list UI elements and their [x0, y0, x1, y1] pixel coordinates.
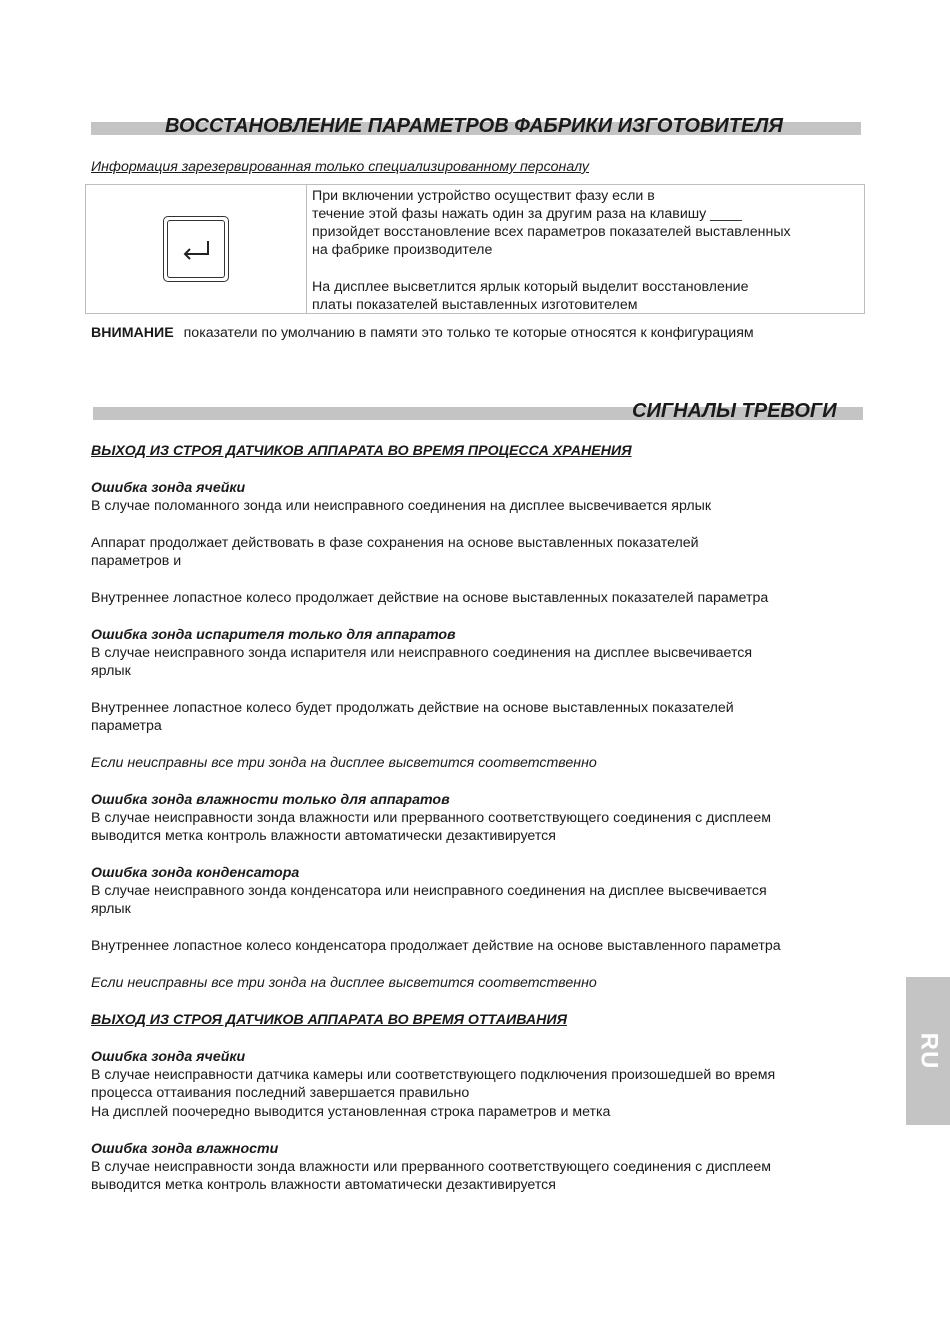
- section-title-factory-reset: ВОССТАНОВЛЕНИЕ ПАРАМЕТРОВ ФАБРИКИ ИЗГОТОВИТЕЛЯ: [165, 115, 783, 137]
- language-tab: [906, 977, 950, 1125]
- table-text-line: призойдет восстановление всех параметров показателей выставленных: [312, 224, 791, 240]
- table-text-line: На дисплее высветлится ярлык который выделит восстановление: [312, 279, 749, 295]
- warning-label: ВНИМАНИЕ: [91, 325, 174, 341]
- paragraph-line: параметра: [91, 718, 162, 734]
- paragraph-line: Внутреннее лопастное колесо конденсатора продолжает действие на основе выставленного параметра: [91, 938, 781, 954]
- paragraph-heading: Ошибка зонда испарителя только для аппаратов: [91, 627, 456, 643]
- paragraph-line: ярлык: [91, 663, 131, 679]
- paragraph-line: Внутреннее лопастное колесо будет продолжать действие на основе выставленных показателей: [91, 700, 734, 716]
- warning-text: показатели по умолчанию в памяти это только те которые относятся к конфигурациям: [183, 325, 754, 341]
- paragraph-line: выводится метка контроль влажности автоматически дезактивируется: [91, 828, 556, 844]
- table-text-line: на фабрике производителе: [312, 242, 493, 258]
- subsection-title: ВЫХОД ИЗ СТРОЯ ДАТЧИКОВ АППАРАТА ВО ВРЕМЯ ОТТАИВАНИЯ: [91, 1012, 567, 1028]
- paragraph-line: процесса оттаивания последний завершается правильно: [91, 1085, 470, 1101]
- paragraph-line: Внутреннее лопастное колесо продолжает действие на основе выставленных показателей параметра: [91, 590, 769, 606]
- paragraph-line: В случае неисправности зонда влажности или прерванного соответствующего соединения с дисплеем: [91, 810, 771, 826]
- warning-line: [91, 324, 754, 342]
- paragraph-line: В случае неисправности зонда влажности или прерванного соответствующего соединения с дисплеем: [91, 1159, 771, 1175]
- language-code: RU: [914, 1032, 942, 1070]
- table-text-line: платы показателей выставленных изготовителем: [312, 297, 638, 313]
- paragraph-line: Если неисправны все три зонда на дисплее высветится соответственно: [91, 975, 597, 991]
- paragraph-heading: Ошибка зонда ячейки: [91, 480, 246, 496]
- section-title-alarms: СИГНАЛЫ ТРЕВОГИ: [632, 400, 837, 422]
- subsection-title: ВЫХОД ИЗ СТРОЯ ДАТЧИКОВ АППАРАТА ВО ВРЕМЯ ПРОЦЕССА ХРАНЕНИЯ: [91, 443, 632, 459]
- table-text-line: течение этой фазы нажать один за другим раза на клавишу ____: [312, 206, 742, 222]
- paragraph-heading: Ошибка зонда влажности: [91, 1141, 279, 1157]
- info-note: Информация зарезервированная только специализированному персоналу: [91, 159, 590, 175]
- enter-key-icon: [163, 216, 229, 282]
- table-divider: [306, 185, 307, 313]
- paragraph-heading: Ошибка зонда конденсатора: [91, 865, 300, 881]
- paragraph-line: В случае неисправности датчика камеры или соответствующего подключения произошедшей во время: [91, 1067, 776, 1083]
- paragraph-line: Аппарат продолжает действовать в фазе сохранения на основе выставленных показателей: [91, 535, 699, 551]
- paragraph-line: параметров и: [91, 553, 182, 569]
- paragraph-line: В случае неисправного зонда испарителя или неисправного соединения на дисплее высвечивается: [91, 645, 753, 661]
- table-text-line: При включении устройство осуществит фазу если в: [312, 188, 655, 204]
- paragraph-heading: Ошибка зонда ячейки: [91, 1049, 246, 1065]
- info-table: [85, 184, 865, 314]
- paragraph-line: выводится метка контроль влажности автоматически дезактивируется: [91, 1177, 556, 1193]
- paragraph-line: В случае поломанного зонда или неисправного соединения на дисплее высвечивается ярлык: [91, 498, 712, 514]
- paragraph-line: ярлык: [91, 901, 131, 917]
- paragraph-line: В случае неисправного зонда конденсатора или неисправного соединения на дисплее высвечивается: [91, 883, 767, 899]
- paragraph-heading: Ошибка зонда влажности только для аппаратов: [91, 792, 450, 808]
- paragraph-line: Если неисправны все три зонда на дисплее высветится соответственно: [91, 755, 597, 771]
- paragraph-line: На дисплей поочередно выводится установленная строка параметров и метка: [91, 1104, 611, 1120]
- language-tab-label: [906, 977, 950, 1125]
